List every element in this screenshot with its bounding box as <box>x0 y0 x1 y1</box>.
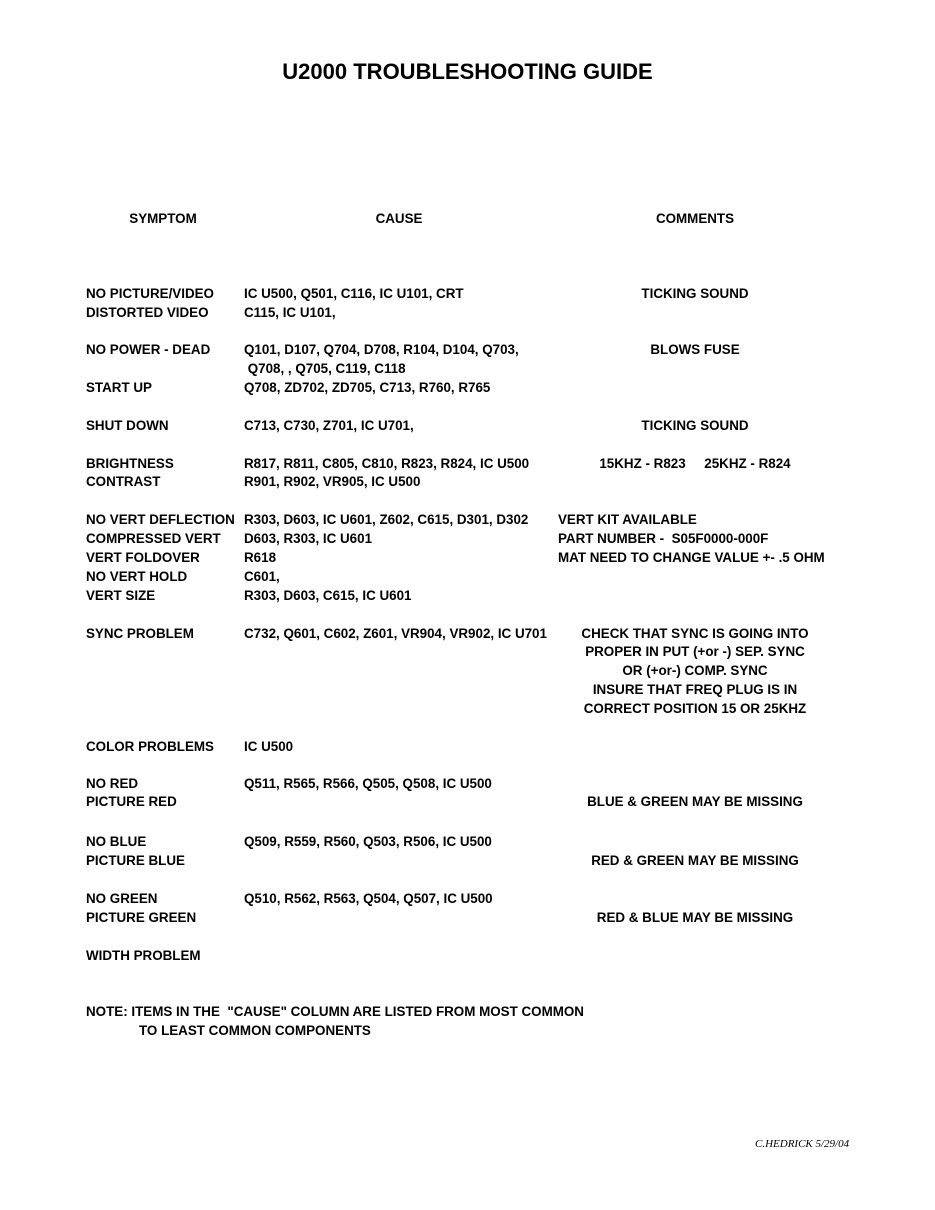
symptom-cell: VERT FOLDOVER <box>86 550 200 565</box>
comment-cell: CHECK THAT SYNC IS GOING INTO <box>581 626 809 641</box>
cause-cell: D603, R303, IC U601 <box>244 531 373 546</box>
symptom-cell: NO RED <box>86 776 139 791</box>
symptom-cell: START UP <box>86 380 152 395</box>
symptom-cell: PICTURE BLUE <box>86 853 185 868</box>
header-cause: CAUSE <box>375 211 423 226</box>
symptom-cell: COMPRESSED VERT <box>86 531 221 546</box>
symptom-cell: SYNC PROBLEM <box>86 626 194 641</box>
symptom-cell: BRIGHTNESS <box>86 456 174 471</box>
symptom-cell: NO VERT HOLD <box>86 569 188 584</box>
comment-cell: TICKING SOUND <box>641 418 749 433</box>
symptom-cell: CONTRAST <box>86 474 161 489</box>
cause-cell: C115, IC U101, <box>244 305 336 320</box>
symptom-cell: NO GREEN <box>86 891 158 906</box>
cause-cell: Q509, R559, R560, Q503, R506, IC U500 <box>244 834 492 849</box>
comment-cell: PART NUMBER - S05F0000-000F <box>558 531 769 546</box>
document-title: U2000 TROUBLESHOOTING GUIDE <box>282 59 653 84</box>
comment-cell: RED & GREEN MAY BE MISSING <box>591 853 799 868</box>
symptom-cell: DISTORTED VIDEO <box>86 305 209 320</box>
symptom-cell: PICTURE RED <box>86 794 177 809</box>
cause-cell: R817, R811, C805, C810, R823, R824, IC U500 <box>244 456 530 471</box>
symptom-cell: VERT SIZE <box>86 588 156 603</box>
comment-cell: RED & BLUE MAY BE MISSING <box>596 910 794 925</box>
cause-cell: Q511, R565, R566, Q505, Q508, IC U500 <box>244 776 492 791</box>
symptom-cell: SHUT DOWN <box>86 418 169 433</box>
comment-cell: 15KHZ - R823 25KHZ - R824 <box>599 456 791 471</box>
comment-cell: TICKING SOUND <box>641 286 749 301</box>
note-line-1: NOTE: ITEMS IN THE "CAUSE" COLUMN ARE LISTED FROM MOST COMMON <box>86 1004 584 1019</box>
comment-cell: VERT KIT AVAILABLE <box>558 512 697 527</box>
comment-cell: MAT NEED TO CHANGE VALUE +- .5 OHM <box>558 550 825 565</box>
cause-cell: R901, R902, VR905, IC U500 <box>244 474 421 489</box>
symptom-cell: PICTURE GREEN <box>86 910 197 925</box>
symptom-cell: NO VERT DEFLECTION <box>86 512 235 527</box>
cause-cell: IC U500 <box>244 739 294 754</box>
cause-cell: Q708, , Q705, C119, C118 <box>244 361 406 376</box>
symptom-cell: WIDTH PROBLEM <box>86 948 201 963</box>
symptom-cell: COLOR PROBLEMS <box>86 739 214 754</box>
author-signature: C.HEDRICK 5/29/04 <box>755 1138 850 1150</box>
cause-cell: C713, C730, Z701, IC U701, <box>244 418 414 433</box>
comment-cell: BLOWS FUSE <box>650 342 740 357</box>
cause-cell: IC U500, Q501, C116, IC U101, CRT <box>244 286 464 301</box>
cause-cell: R618 <box>244 550 277 565</box>
header-comments: COMMENTS <box>655 211 735 226</box>
cause-cell: Q510, R562, R563, Q504, Q507, IC U500 <box>244 891 493 906</box>
symptom-cell: NO BLUE <box>86 834 147 849</box>
comment-cell: BLUE & GREEN MAY BE MISSING <box>587 794 803 809</box>
header-symptom: SYMPTOM <box>129 211 197 226</box>
cause-cell: R303, D603, IC U601, Z602, C615, D301, D302 <box>244 512 529 527</box>
cause-cell: R303, D603, C615, IC U601 <box>244 588 412 603</box>
cause-cell: Q101, D107, Q704, D708, R104, D104, Q703, <box>244 342 519 357</box>
comment-cell: INSURE THAT FREQ PLUG IS IN <box>592 682 798 697</box>
cause-cell: Q708, ZD702, ZD705, C713, R760, R765 <box>244 380 491 395</box>
comment-cell: OR (+or-) COMP. SYNC <box>622 663 768 678</box>
symptom-cell: NO POWER - DEAD <box>86 342 211 357</box>
symptom-cell: NO PICTURE/VIDEO <box>86 286 214 301</box>
cause-cell: C732, Q601, C602, Z601, VR904, VR902, IC U701 <box>244 626 547 641</box>
note-line-2: TO LEAST COMMON COMPONENTS <box>139 1023 371 1038</box>
cause-cell: C601, <box>244 569 280 584</box>
comment-cell: PROPER IN PUT (+or -) SEP. SYNC <box>585 644 805 659</box>
comment-cell: CORRECT POSITION 15 OR 25KHZ <box>583 701 807 716</box>
